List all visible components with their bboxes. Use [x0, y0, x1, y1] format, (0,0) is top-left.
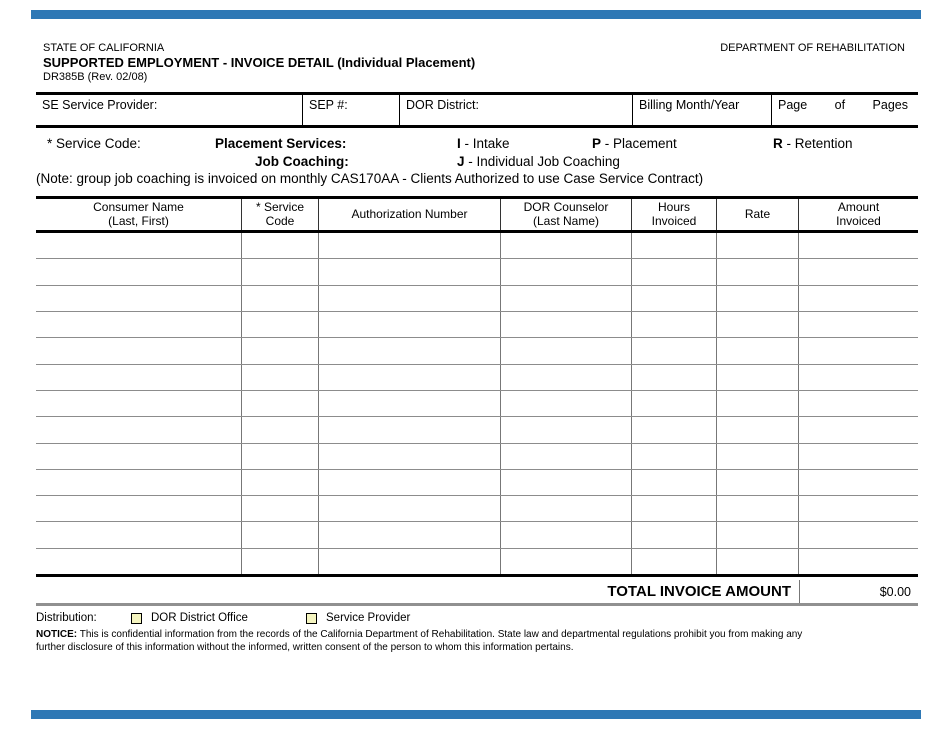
table-cell	[501, 391, 632, 416]
table-cell	[501, 496, 632, 521]
col-header-consumer-name	[36, 199, 242, 230]
col-header-line: Amount	[837, 200, 880, 214]
table-cell	[36, 549, 242, 574]
table-cell	[319, 312, 501, 337]
service-provider-label: Service Provider	[326, 612, 411, 624]
table-row	[36, 444, 918, 470]
table-row	[36, 470, 918, 496]
col-header-line: Hours	[657, 200, 690, 214]
table-cell	[242, 470, 319, 495]
table-cell	[717, 522, 799, 547]
table-cell	[242, 522, 319, 547]
sep-number-field	[302, 95, 399, 125]
table-cell	[632, 312, 717, 337]
col-header-line: (Last Name)	[532, 213, 600, 228]
pages-label: Pages	[872, 98, 908, 112]
col-header-rate	[717, 199, 799, 230]
job-code: J	[457, 154, 465, 169]
table-cell	[501, 470, 632, 495]
table-cell	[717, 470, 799, 495]
job-coaching-code-item	[457, 154, 620, 169]
service-provider-label: SE Service Provider:	[42, 98, 158, 112]
table-row	[36, 496, 918, 522]
retention-code-item	[773, 136, 853, 151]
table-cell	[319, 233, 501, 258]
table-cell	[632, 496, 717, 521]
table-cell	[501, 522, 632, 547]
table-cell	[632, 549, 717, 574]
table-cell	[632, 391, 717, 416]
table-cell	[242, 496, 319, 521]
table-header-row	[36, 196, 918, 233]
table-cell	[632, 233, 717, 258]
table-cell	[799, 391, 918, 416]
table-cell	[799, 496, 918, 521]
table-cell	[799, 444, 918, 469]
table-cell	[36, 259, 242, 284]
table-cell	[242, 259, 319, 284]
intake-code: I	[457, 136, 461, 151]
table-cell	[799, 417, 918, 442]
col-header-line: (Last, First)	[108, 213, 169, 228]
billing-month-label: Billing Month/Year	[639, 98, 740, 112]
page-label: Page	[778, 98, 808, 112]
placement-text: - Placement	[604, 136, 677, 151]
table-cell	[799, 259, 918, 284]
table-cell	[717, 338, 799, 363]
table-cell	[242, 444, 319, 469]
table-cell	[319, 444, 501, 469]
bottom-accent-bar	[31, 710, 921, 719]
form-title: SUPPORTED EMPLOYMENT - INVOICE DETAIL (Individual Placement)	[43, 55, 476, 70]
dor-district-office-label: DOR District Office	[151, 612, 248, 624]
table-cell	[242, 233, 319, 258]
col-header-dor-counselor	[501, 199, 632, 230]
col-header-line: Code	[265, 213, 295, 228]
table-cell	[799, 286, 918, 311]
job-coaching-label: Job Coaching:	[255, 154, 349, 169]
table-cell	[501, 338, 632, 363]
notice-line1: This is confidential information from the records of the California Department of Rehabilitation. State law and departmental regulations prohibit you from making any	[79, 629, 803, 640]
table-cell	[717, 549, 799, 574]
col-header-authorization-number	[319, 199, 501, 230]
col-header-line: DOR Counselor	[523, 200, 609, 214]
table-cell	[632, 522, 717, 547]
dor-district-label: DOR District:	[406, 98, 479, 112]
col-header-hours-invoiced	[632, 199, 717, 230]
table-cell	[501, 417, 632, 442]
table-cell	[717, 417, 799, 442]
table-cell	[501, 549, 632, 574]
table-row	[36, 233, 918, 259]
table-cell	[319, 391, 501, 416]
table-cell	[717, 391, 799, 416]
table-cell	[36, 470, 242, 495]
service-provider-checkbox[interactable]	[306, 613, 317, 624]
col-header-line: Consumer Name	[93, 200, 184, 214]
table-cell	[501, 365, 632, 390]
top-accent-bar	[31, 10, 921, 19]
table-cell	[632, 338, 717, 363]
table-cell	[319, 417, 501, 442]
table-cell	[717, 233, 799, 258]
distribution-label: Distribution:	[36, 612, 97, 624]
col-header-line: Authorization Number	[351, 206, 468, 221]
table-cell	[799, 470, 918, 495]
table-cell	[36, 417, 242, 442]
table-row	[36, 417, 918, 443]
table-cell	[501, 233, 632, 258]
notice-label: NOTICE:	[36, 629, 78, 640]
table-cell	[36, 338, 242, 363]
table-row	[36, 522, 918, 548]
table-cell	[632, 259, 717, 284]
table-cell	[319, 338, 501, 363]
table-cell	[799, 522, 918, 547]
service-code-label: * Service Code:	[47, 136, 141, 151]
table-cell	[319, 470, 501, 495]
retention-text: - Retention	[786, 136, 853, 151]
total-invoice-label: TOTAL INVOICE AMOUNT	[607, 583, 791, 600]
retention-code: R	[773, 136, 783, 151]
table-row	[36, 286, 918, 312]
table-cell	[242, 417, 319, 442]
col-header-line: Invoiced	[836, 213, 881, 228]
service-provider-field	[36, 95, 302, 125]
table-cell	[242, 391, 319, 416]
placement-services-label: Placement Services:	[215, 136, 347, 151]
table-row	[36, 365, 918, 391]
table-cell	[501, 259, 632, 284]
table-cell	[242, 549, 319, 574]
table-row	[36, 549, 918, 574]
table-cell	[242, 338, 319, 363]
page-of-pages-field	[771, 95, 918, 125]
table-cell	[799, 365, 918, 390]
col-header-service-code	[242, 199, 319, 230]
col-header-amount-invoiced	[799, 199, 918, 230]
col-header-line: Invoiced	[651, 213, 697, 228]
department-label: DEPARTMENT OF REHABILITATION	[720, 42, 905, 54]
table-cell	[319, 496, 501, 521]
table-cell	[36, 391, 242, 416]
table-cell	[717, 286, 799, 311]
dor-district-office-checkbox[interactable]	[131, 613, 142, 624]
total-row	[36, 580, 918, 606]
dor-district-field	[399, 95, 632, 125]
table-cell	[319, 522, 501, 547]
group-coaching-note: (Note: group job coaching is invoiced on monthly CAS170AA - Clients Authorized to use Case Service Contract)	[36, 171, 704, 186]
notice-line2: further disclosure of this information without the informed, written consent of the person to whom this information pertains.	[36, 642, 574, 653]
table-cell	[319, 259, 501, 284]
table-cell	[717, 365, 799, 390]
info-row	[36, 92, 918, 128]
table-row	[36, 312, 918, 338]
table-row	[36, 259, 918, 285]
table-row	[36, 391, 918, 417]
billing-month-field	[632, 95, 771, 125]
table-cell	[242, 286, 319, 311]
table-cell	[36, 365, 242, 390]
table-cell	[632, 286, 717, 311]
intake-text: - Intake	[464, 136, 510, 151]
table-cell	[501, 286, 632, 311]
table-cell	[717, 444, 799, 469]
job-text: - Individual Job Coaching	[468, 154, 620, 169]
table-cell	[799, 338, 918, 363]
col-header-line: Rate	[744, 206, 771, 221]
intake-code-item	[457, 136, 510, 151]
table-cell	[242, 312, 319, 337]
table-body	[36, 233, 918, 577]
table-cell	[632, 417, 717, 442]
table-cell	[501, 312, 632, 337]
table-cell	[36, 496, 242, 521]
table-cell	[799, 549, 918, 574]
col-header-line: * Service	[255, 200, 305, 214]
table-cell	[36, 286, 242, 311]
confidentiality-notice	[36, 628, 888, 654]
of-label: of	[834, 98, 846, 112]
table-cell	[717, 259, 799, 284]
table-cell	[36, 444, 242, 469]
table-cell	[632, 365, 717, 390]
table-cell	[501, 444, 632, 469]
sep-number-label: SEP #:	[309, 98, 348, 112]
table-cell	[319, 549, 501, 574]
total-invoice-amount: $0.00	[799, 580, 918, 603]
form-number: DR385B (Rev. 02/08)	[43, 71, 148, 83]
table-cell	[632, 470, 717, 495]
table-cell	[36, 522, 242, 547]
table-cell	[799, 233, 918, 258]
table-cell	[36, 312, 242, 337]
invoice-table	[36, 196, 918, 577]
placement-code-item	[592, 136, 677, 151]
table-cell	[717, 312, 799, 337]
table-cell	[242, 365, 319, 390]
placement-code: P	[592, 136, 602, 151]
table-cell	[319, 286, 501, 311]
table-cell	[632, 444, 717, 469]
table-cell	[799, 312, 918, 337]
table-row	[36, 338, 918, 364]
state-label: STATE OF CALIFORNIA	[43, 42, 165, 54]
table-cell	[36, 233, 242, 258]
table-cell	[319, 365, 501, 390]
table-cell	[717, 496, 799, 521]
